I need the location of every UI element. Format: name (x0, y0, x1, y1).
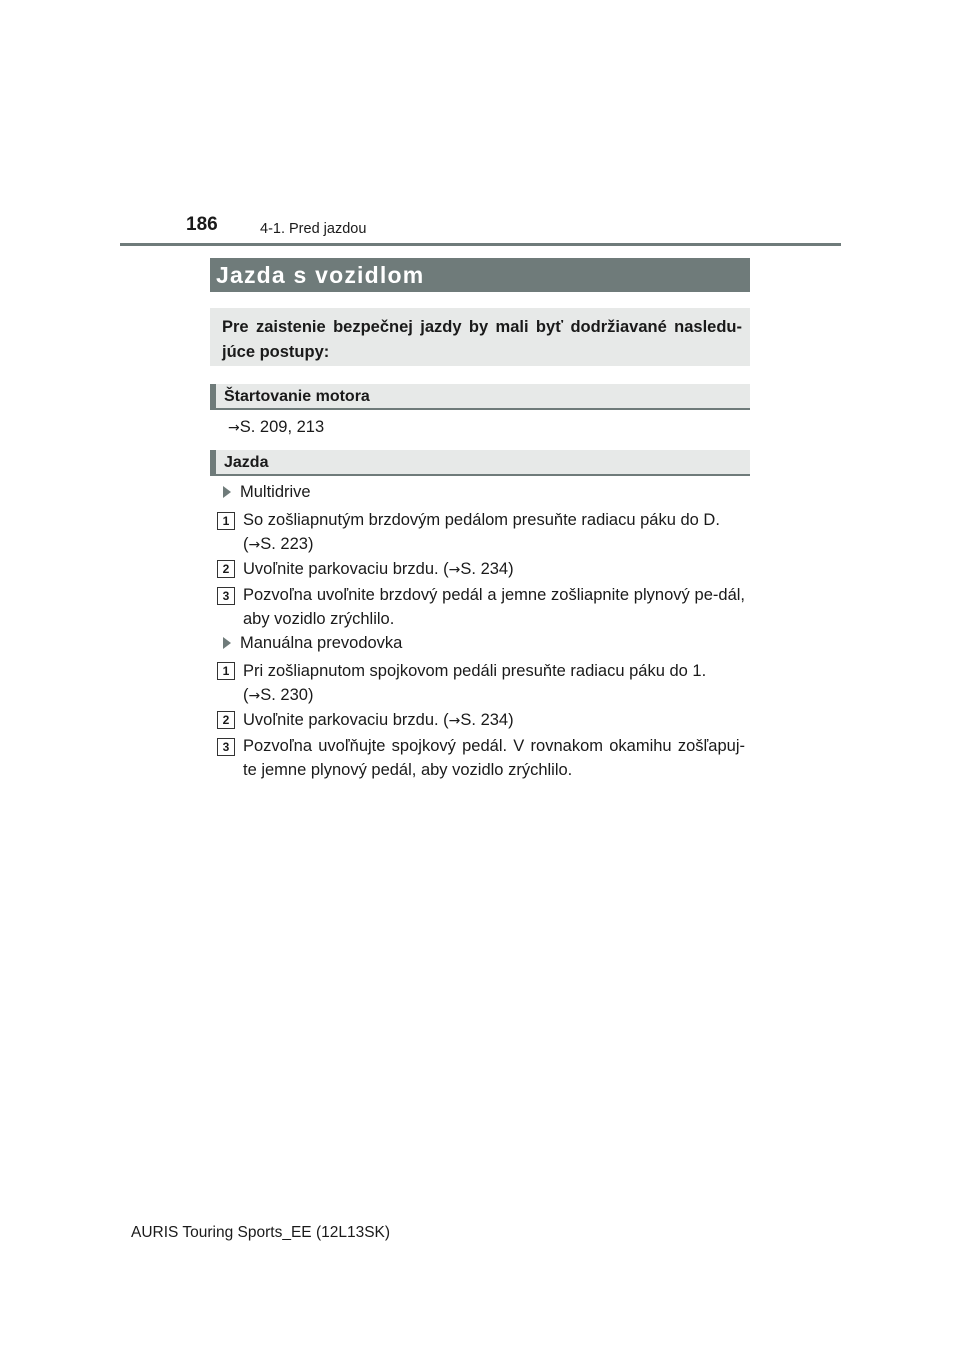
step-number: 3 (217, 587, 235, 605)
step-number: 2 (217, 560, 235, 578)
arrow-right-icon: → (448, 713, 461, 729)
subheading-starting-engine (210, 384, 750, 410)
step-sentence: Uvoľnite parkovaciu brzdu. ( (243, 711, 449, 729)
variant-manual (223, 634, 402, 653)
step-number: 1 (217, 512, 235, 530)
triangle-bullet-icon (223, 637, 231, 649)
arrow-right-icon: → (248, 688, 261, 704)
step-sentence: Pri zošliapnutom spojkovom pedáli presuňte radiacu páku do 1. (243, 662, 707, 680)
step-number: 1 (217, 662, 235, 680)
step-sentence: Uvoľnite parkovaciu brzdu. ( (243, 560, 449, 578)
variant-label: Manuálna prevodovka (240, 634, 403, 652)
header-rule (120, 243, 841, 246)
step-reference: S. 234) (460, 711, 514, 729)
page-title: Jazda s vozidlom (210, 258, 750, 292)
reference-text: S. 209, 213 (239, 418, 325, 436)
step-text (243, 659, 745, 708)
step-reference: S. 230) (260, 686, 314, 704)
paren: ( (243, 535, 249, 553)
step-number: 3 (217, 738, 235, 756)
step-text: Pozvoľna uvoľňujte spojkový pedál. V rovnakom okamihu zošľapuj-te jemne plynový pedál, aby vozidlo zrýchlilo. (243, 737, 745, 779)
arrow-right-icon: → (448, 562, 461, 578)
paren: ( (243, 686, 249, 704)
variant-label: Multidrive (240, 483, 311, 501)
step-text (243, 708, 745, 733)
triangle-bullet-icon (223, 486, 231, 498)
step-text (243, 557, 745, 582)
page-number: 186 (186, 214, 218, 235)
step-reference: S. 234) (460, 560, 514, 578)
step-reference: S. 223) (260, 535, 314, 553)
subheading-label: Jazda (224, 454, 269, 471)
intro-box: Pre zaistenie bezpečnej jazdy by mali byť dodržiavané nasledu-júce postupy: (210, 308, 750, 366)
subheading-driving (210, 450, 750, 476)
starting-page-reference (228, 418, 324, 437)
step-sentence: So zošliapnutým brzdovým pedálom presuňte radiacu páku do D. (243, 511, 720, 529)
arrow-right-icon: → (228, 420, 240, 436)
section-reference: 4-1. Pred jazdou (260, 221, 367, 237)
step-text: Pozvoľna uvoľnite brzdový pedál a jemne zošliapnite plynový pe-dál, aby vozidlo zrýchlilo. (243, 586, 745, 628)
variant-multidrive (223, 483, 311, 502)
step-number: 2 (217, 711, 235, 729)
arrow-right-icon: → (248, 537, 261, 553)
subheading-label: Štartovanie motora (224, 388, 370, 405)
step-text (243, 508, 745, 557)
footer-model: AURIS Touring Sports_EE (12L13SK) (131, 1224, 391, 1241)
